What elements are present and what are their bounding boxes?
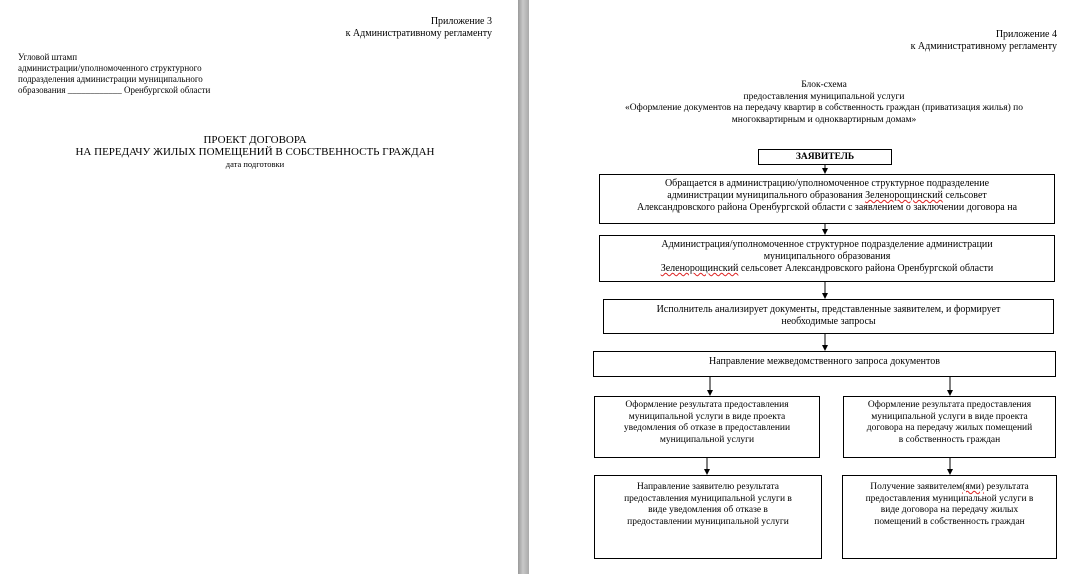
- refusal-send-line: предоставлении муниципальной услуги: [627, 516, 789, 527]
- refusal-send-line: предоставления муниципальной услуги в: [624, 493, 792, 504]
- contract-draft-line: договора на передачу жилых помещений: [866, 423, 1033, 433]
- appendix-4-sub: к Административному регламенту: [910, 41, 1057, 52]
- contract-draft-line: Оформление результата предоставления: [867, 400, 1032, 410]
- contract-receive-line: виде договора на передачу жилых: [880, 505, 1019, 515]
- step-apply-line3: Александровского района Оренбургской области с заявлением о заключении договора на: [636, 202, 1018, 213]
- step-admin-line1: Администрация/уполномоченное структурное подразделение администрации: [661, 239, 993, 250]
- step-analyze-line2: необходимые запросы: [781, 316, 876, 327]
- municipality-name: Зеленорощинский: [865, 190, 943, 201]
- stamp-line: образования ____________ Оренбургской области: [18, 85, 211, 95]
- stamp-line: Угловой штамп: [18, 52, 78, 62]
- header-line: «Оформление документов на передачу квартир в собственность граждан (приватизация жилья) по: [625, 103, 1023, 113]
- stamp-line: подразделения администрации муниципального: [18, 74, 203, 84]
- step-apply-line1: Обращается в администрацию/уполномоченное структурное подразделение: [664, 178, 990, 189]
- header-line: Блок-схема: [801, 80, 847, 90]
- refusal-draft-line: муниципальной услуги в виде проекта: [628, 411, 786, 422]
- applicant-label: ЗАЯВИТЕЛЬ: [795, 152, 855, 162]
- municipality-name: Зеленорощинский: [660, 263, 739, 274]
- contract-receive-pre: Получение заявителем: [870, 482, 963, 492]
- contract-receive-post: результата: [984, 482, 1029, 492]
- contract-title-line2: НА ПЕРЕДАЧУ ЖИЛЫХ ПОМЕЩЕНИЙ В СОБСТВЕННОСТЬ ГРАЖДАН: [75, 146, 435, 158]
- step-apply-line2-post: сельсовет: [942, 190, 987, 201]
- contract-receive-line: предоставления муниципальной услуги в: [865, 493, 1034, 504]
- step-apply-line2-pre: администрации муниципального образования: [667, 190, 866, 201]
- contract-draft-line: муниципальной услуги в виде проекта: [871, 411, 1028, 422]
- refusal-draft-line: муниципальной услуги: [659, 434, 755, 445]
- header-line: многоквартирным и одноквартирным домам»: [731, 114, 917, 125]
- contract-receive-line: помещений в собственность граждан: [874, 516, 1025, 527]
- contract-date-label: дата подготовки: [225, 159, 285, 169]
- contract-title-line1: ПРОЕКТ ДОГОВОРА: [203, 134, 307, 146]
- step-analyze-line1: Исполнитель анализирует документы, представленные заявителем, и формирует: [656, 304, 1001, 315]
- refusal-send-line: виде уведомления об отказе в: [648, 505, 768, 515]
- stamp-line: администрации/уполномоченного структурного: [18, 63, 202, 73]
- step-request-label: Направление межведомственного запроса документов: [709, 356, 940, 367]
- refusal-draft-line: уведомления об отказе в предоставлении: [623, 423, 791, 433]
- step-admin-line3-post: сельсовет Александровского района Оренбургской области: [738, 263, 994, 274]
- contract-receive-mark: (ями): [962, 482, 984, 492]
- header-line: предоставления муниципальной услуги: [743, 91, 905, 102]
- appendix-3-label: Приложение 3: [430, 16, 492, 27]
- appendix-3-sub: к Административному регламенту: [345, 28, 492, 39]
- step-admin-line2: муниципального образования: [763, 251, 891, 262]
- refusal-draft-line: Оформление результата предоставления: [625, 400, 789, 410]
- appendix-4-label: Приложение 4: [995, 29, 1057, 40]
- refusal-send-line: Направление заявителю результата: [637, 482, 779, 492]
- contract-draft-line: в собственность граждан: [898, 434, 1001, 445]
